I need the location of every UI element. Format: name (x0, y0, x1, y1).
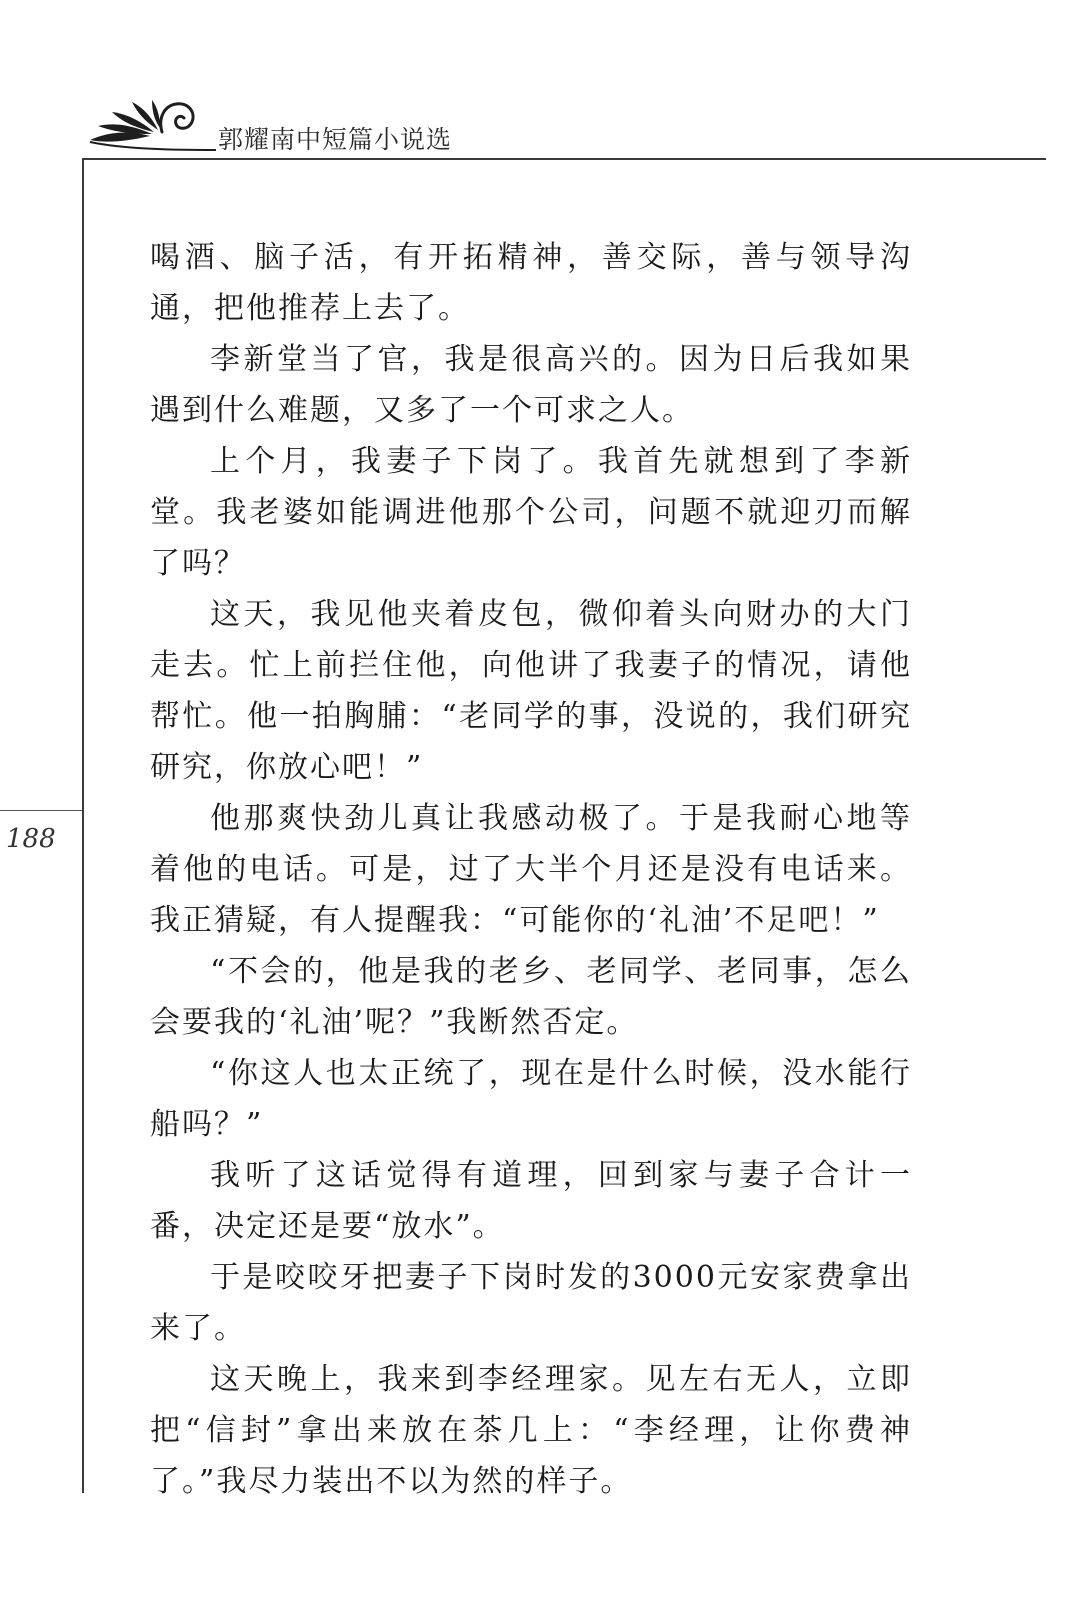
body-text (150, 232, 912, 1507)
paragraph-7: “你这人也太正统了，现在是什么时候，没水能行船吗？” (150, 1056, 912, 1142)
paragraph-2: 李新堂当了官，我是很高兴的。因为日后我如果遇到什么难题，又多了一个可求之人。 (150, 342, 912, 428)
frame-left-rule (82, 158, 84, 1493)
paragraph-3: 上个月，我妻子下岗了。我首先就想到了李新堂。我老婆如能调进他那个公司，问题不就迎刃而解了吗？ (150, 444, 912, 581)
paragraph-9: 于是咬咬牙把妻子下岗时发的3000元安家费拿出来了。 (150, 1260, 912, 1346)
book-title: 郭耀南中短篇小说选 (218, 125, 453, 154)
paragraph-4: 这天，我见他夹着皮包，微仰着头向财办的大门走去。忙上前拦住他，向他讲了我妻子的情况，请他帮忙。他一拍胸脯：“老同学的事，没说的，我们研究研究，你放心吧！” (150, 597, 912, 785)
page-number-rule (0, 810, 82, 811)
running-header (88, 92, 508, 162)
paragraph-1: 喝酒、脑子活，有开拓精神，善交际，善与领导沟通，把他推荐上去了。 (150, 240, 912, 326)
paragraph-5: 他那爽快劲儿真让我感动极了。于是我耐心地等着他的电话。可是，过了大半个月还是没有电话来。我正猜疑，有人提醒我：“可能你的‘礼油’不足吧！” (150, 801, 912, 938)
frame-top-rule (84, 158, 1046, 160)
paragraph-10: 这天晚上，我来到李经理家。见左右无人，立即把“信封”拿出来放在茶几上：“李经理，让你费神了。”我尽力装出不以为然的样子。 (150, 1362, 912, 1499)
page-number: 188 (6, 824, 56, 854)
paragraph-6: “不会的，他是我的老乡、老同学、老同事，怎么会要我的‘礼油’呢？”我断然否定。 (150, 954, 912, 1040)
swirl-leaf-ornament-icon (88, 92, 228, 162)
paragraph-8: 我听了这话觉得有道理，回到家与妻子合计一番，决定还是要“放水”。 (150, 1158, 912, 1244)
